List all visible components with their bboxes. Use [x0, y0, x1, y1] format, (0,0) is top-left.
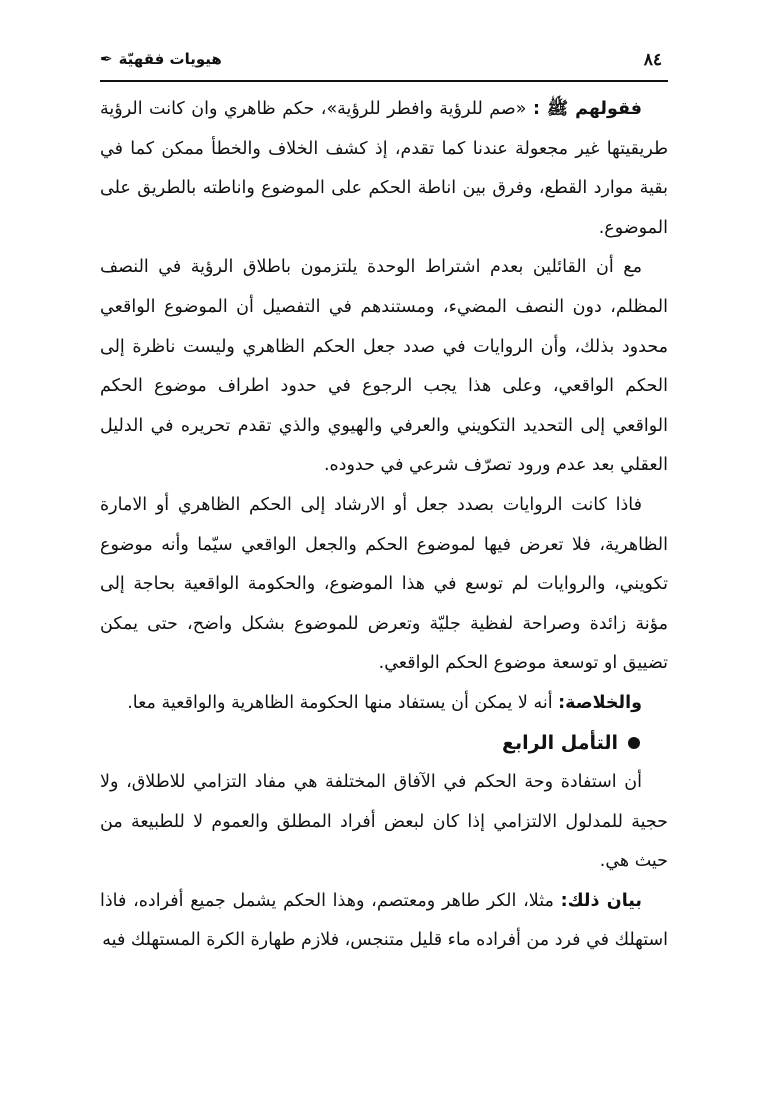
paragraph — [100, 248, 668, 486]
paragraph-text: أنه لا يمكن أن يستفاد منها الحكومة الظاهرية والواقعية معا. — [127, 692, 559, 713]
paragraph — [100, 486, 668, 684]
paragraph-lead: فقولهم ﷺ : — [532, 99, 642, 119]
paragraph — [100, 90, 668, 248]
paragraph-lead: والخلاصة: — [558, 692, 642, 713]
book-title — [100, 50, 222, 68]
paragraph-text: «صم للرؤية وافطر للرؤية»، حكم ظاهري وان كانت الرؤية طريقيتها غير مجعولة عندنا كما تقدم، إذ كشف الخلاف والخطأ ممكن كما في بقية موارد القطع، وفرق بين اناطة الحكم على الموضوع واناطته بالطريق على الموضوع. — [100, 99, 668, 238]
paragraph — [100, 882, 668, 961]
running-header — [100, 44, 668, 82]
paragraph-text: فاذا كانت الروايات بصدد جعل أو الارشاد إلى الحكم الظاهري أو الامارة الظاهرية، فلا تعرض فيها لموضوع الحكم والجعل الواقعي سيّما وأنه موضوع تكويني، والروايات لم توسع في هذا الموضوع، والحكومة الواقعية بحاجة إلى مؤنة زائدة وصراحة لفظية جليّة وتعرض للموضوع بشكل واضح، حتى يمكن تضييق او توسعة موضوع الحكم الواقعي. — [100, 494, 668, 674]
paragraph-lead: بيان ذلك: — [560, 890, 642, 911]
quill-icon: ✒ — [100, 49, 113, 68]
paragraph — [100, 763, 668, 882]
paragraph — [100, 684, 668, 724]
section-heading — [100, 724, 668, 764]
paragraph-text: أن استفادة وحة الحكم في الآفاق المختلفة هي مفاد التزامي للاطلاق، ولا حجية للمدلول الالتزامي إذا كان لبعض أفراد المطلق والعموم لا للطبيعة من حيث هي. — [100, 772, 668, 872]
paragraph-text: مع أن القائلين بعدم اشتراط الوحدة يلتزمون باطلاق الرؤية في النصف المظلم، دون النصف المضيء، ومستندهم في التفصيل أن الموضوع الواقعي محدود بذلك، وأن الروايات في صدد جعل الحكم الظاهري وليست ناظرة إلى الحكم الواقعي، وعلى هذا يجب الرجوع في حدود اطراف موضوع الحكم الواقعي إلى التحديد التكويني والعرفي والهيوي والذي تقدم تحريره في الدليل العقلي بعد عدم ورود تصرّف شرعي في حدوده. — [100, 257, 668, 476]
section-heading-text: التأمل الرابع — [502, 731, 618, 754]
page-number: ٨٤ — [643, 50, 662, 70]
book-title-text: هيويات فقهيّة — [118, 50, 222, 68]
bullet-icon — [628, 737, 640, 749]
paragraph-text: مثلا، الكر طاهر ومعتصم، وهذا الحكم يشمل جميع أفراده، فاذا استهلك في فرد من أفراده ماء قليل متنجس، فلازم طهارة الكرة المستهلك فيه — [100, 890, 668, 951]
page-body — [100, 82, 668, 961]
book-page — [100, 44, 668, 1044]
